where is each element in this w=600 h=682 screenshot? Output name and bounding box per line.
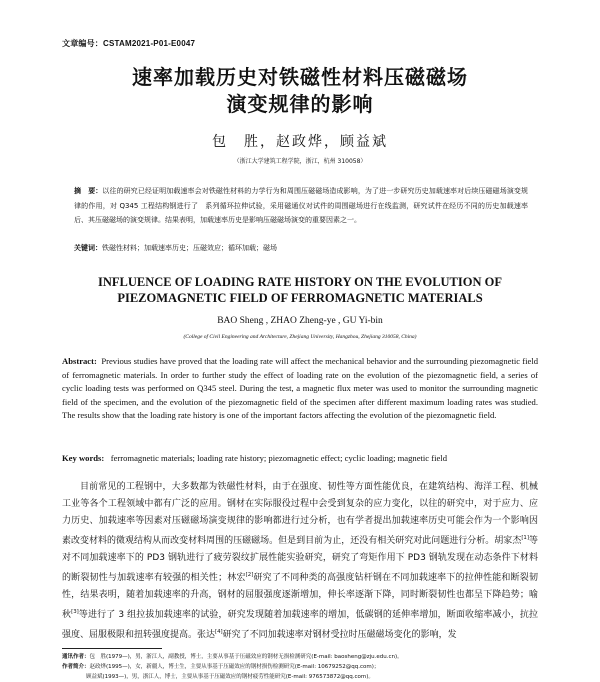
- english-keywords-text: ferromagnetic materials; loading rate history; piezomagnetic effect; cyclic loading; magnetic field: [110, 453, 447, 463]
- chinese-keywords: [74, 243, 277, 253]
- footnote-corresponding: [62, 652, 538, 662]
- chinese-affiliation: （浙江大学建筑工程学院，浙江，杭州 310058）: [233, 158, 367, 165]
- english-abstract-label: Abstract:: [62, 356, 97, 366]
- chinese-keywords-label: 关键词：: [74, 244, 102, 252]
- introduction-paragraph: [62, 479, 538, 644]
- citation-2: [2]: [245, 572, 254, 578]
- footnotes: [62, 652, 538, 682]
- footnote-corresponding-text: 包 胜(1979—)，男，浙江人，副教授，博士，主要从事基于压磁效应的钢材无损检测研究(E-mail: baosheng@zju.edu.cn)。: [89, 654, 403, 660]
- footnote-author-1: [62, 662, 538, 672]
- footnote-divider: [62, 648, 162, 649]
- chinese-abstract-label: 摘 要：: [74, 187, 103, 195]
- body-text-segment: 研究了不同种类的高强度钻杆钢在不同加载速率下的拉伸性能和断裂韧性，结果表明，随着加载速率的升高，钢材的屈服强度逐渐增加，伸长率逐渐下降，同时断裂韧性也都呈下降趋势；喻秋: [62, 573, 538, 620]
- citation-3: [3]: [71, 609, 79, 615]
- english-title-line-2: PIEZOMAGNETIC FIELD OF FERROMAGNETIC MATERIALS: [117, 291, 483, 305]
- english-abstract-text: Previous studies have proved that the loading rate will affect the mechanical behavior and the surrounding piezomagnetic field of ferromagnetic materials. In order to further study the effect of loading rate on the evolution of the piezomagnetic field, a series of cyclic loading tests was performed on Q345 steel. During the test, a magnetic flux meter was used to monitor the surrounding magnetic field of the specimen, and the evolution of the piezomagnetic field of the specimen after different maximum loading rates was studied. The results show that the loading rate history is one of the important factors affecting the evolution of the piezomagnetic field.: [62, 356, 539, 421]
- article-number: 文章编号：CSTAM2021-P01-E0047: [62, 39, 196, 48]
- body-text-segment: 目前常见的工程钢中，大多数都为铁磁性材料，由于在强度、韧性等方面性能优良，在建筑结构、海洋工程、机械工业等各个工程领域中都有广泛的应用。钢材在实际服役过程中会受到复杂的应力变化，以往的研究中，对于应力、应力历史、加载速率等因素对压磁磁场演变规律的影响都进行过分析，也有学者提出加载速率历史可能会作为一个影响因素改变材料的微观结构从而改变材料周围的压磁磁场。但是到目前为止，还没有相关研究对此问题进行分析。胡家杰: [62, 482, 538, 546]
- english-keywords-label: Key words:: [62, 453, 105, 463]
- footnote-author-2: 顾益斌(1993—)，男，浙江人，博士，主要从事基于压磁效应的钢材疲劳性能研究(E-mail: 976573872@qq.com)。: [86, 674, 374, 680]
- english-keywords: [62, 453, 538, 463]
- footnote-author-label: 作者简介：: [62, 664, 90, 670]
- body-text-segment: 等进行了 3 组拉拔加载速率的试验，研究发现随着加载速率的增加，低碳钢的延伸率增加，断面收缩率减小，抗拉强度、屈服极限和扭转强度提高。张达: [62, 610, 538, 640]
- english-affiliation: (College of Civil Engineering and Architecture, Zhejiang University, Hangzhou, Zhejiang 310058, China): [183, 334, 417, 340]
- body-text-segment: 等对不同加载速率下的 PD3 钢轨进行了疲劳裂纹扩展性能实验研究，研究了弯矩作用下 PD3 钢轨发现在动态条件下材料的断裂韧性与加载速率有较强的相关性；林宏: [62, 536, 538, 583]
- chinese-abstract: [74, 184, 528, 228]
- english-title: [40, 274, 560, 306]
- citation-1: [1]: [521, 535, 529, 541]
- english-authors: BAO Sheng , ZHAO Zheng-ye , GU Yi-bin: [217, 316, 383, 326]
- chinese-title-line-1: 速率加载历史对铁磁性材料压磁磁场: [132, 65, 468, 89]
- chinese-title: [0, 64, 600, 118]
- chinese-keywords-text: 铁磁性材料；加载速率历史；压磁效应；循环加载；磁场: [102, 244, 277, 252]
- citation-4: [4]: [215, 629, 223, 635]
- english-abstract: [62, 355, 538, 423]
- footnote-author-1-text: 赵政烨(1995—)，女，新疆人，博士生，主要从事基于压磁效应的钢材损伤检测研究(E-mail: 10679252@qq.com)；: [89, 664, 380, 670]
- english-title-line-1: INFLUENCE OF LOADING RATE HISTORY ON THE EVOLUTION OF: [97, 275, 502, 289]
- chinese-abstract-text: 以往的研究已经证明加载速率会对铁磁性材料的力学行为和周围压磁磁场造成影响，为了进一步研究历史加载速率对后续压磁磁场演变规律的作用，对 Q345 工程结构钢进行了 系列循环拉伸试验，采用磁通仪对试件的周围磁场进行在线监测，研究试件在经历不同的历史加载速率后、其压磁磁场的演变规律。结果表明，加载速率历史是影响压磁磁场演变的重要因素之一。: [74, 187, 529, 224]
- footnote-corresponding-label: 通讯作者：: [62, 654, 90, 660]
- body-text-segment: 研究了不同加载速率对钢材受拉时压磁磁场变化的影响，发: [222, 630, 457, 640]
- chinese-title-line-2: 演变规律的影响: [226, 92, 374, 116]
- chinese-authors: 包 胜，赵政烨，顾益斌: [212, 134, 388, 150]
